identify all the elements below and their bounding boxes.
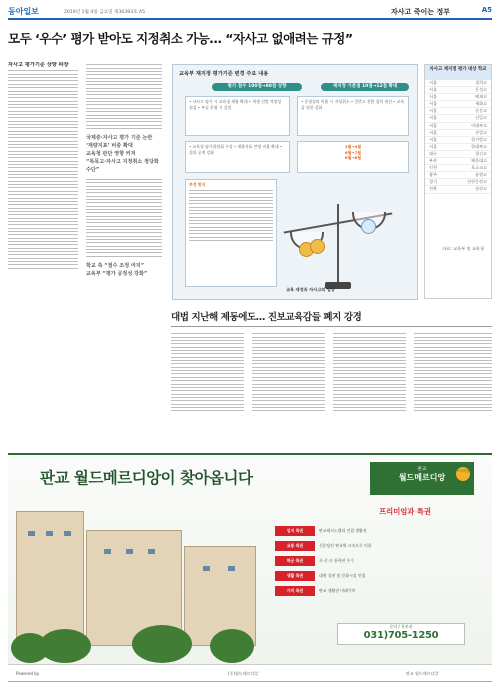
window-icon <box>203 566 210 571</box>
brand-small: 판교 <box>417 467 427 472</box>
phone-label: 문의 / 홍보관 <box>389 624 413 629</box>
article2-column-3 <box>333 331 406 445</box>
headline-divider <box>171 326 492 327</box>
apartment-advertisement <box>8 453 492 682</box>
table-row: 서울 경희고 <box>425 80 491 87</box>
section-title: 자사고 죽이는 정부 <box>391 8 450 16</box>
date-change-a: 3월→4월 <box>344 144 362 149</box>
window-icon <box>64 531 71 536</box>
page-number: A5 <box>481 6 492 14</box>
scale-illustration <box>283 194 393 293</box>
policy-box-middle: • 교육청 평가위원회 구성 • 재량지표 반영 비율 확대 • 결과 공개 강화 <box>185 141 290 173</box>
infographic-title: 교육부 재지정 평가기준 변경 주요 내용 <box>179 71 269 77</box>
table-row: 서울 숭문고 <box>425 108 491 115</box>
tree-illustration <box>132 625 192 663</box>
window-icon <box>46 531 53 536</box>
newspaper-logo: 동아일보 <box>8 7 39 16</box>
school-table-title: 자사고 재지정 평가 대상 학교 <box>425 65 491 80</box>
policy-box-left: • 자사고 평가 시 교육청 재량 확대 • 학생 선발 적정성 점검 • 부실 운영 시 감점 <box>185 96 290 136</box>
window-icon <box>28 531 35 536</box>
school-side-table <box>424 64 492 299</box>
premium-row: 생활 특권 대형 상권 및 문화시설 인접 <box>275 571 365 581</box>
ad-headline: 판교 월드메르디앙이 찾아옵니다 <box>40 469 253 487</box>
premium-row: 가치 특권 판교 생활권 미래가치 <box>275 586 355 596</box>
brand-name: 월드메르디앙 <box>398 473 446 482</box>
table-row: 인천 포스코고 <box>425 165 491 172</box>
pull-line-4: “특목고·자사고 지정취소 정당화 수단” <box>86 158 159 173</box>
article-text-lines-3 <box>86 179 162 257</box>
article2-column-2 <box>252 331 325 445</box>
article-text-lines <box>8 70 78 268</box>
analysis-label: 부정 방지 <box>189 182 206 187</box>
table-row: 서울 동성고 <box>425 87 491 94</box>
table-row: 서울 이대부고 <box>425 123 491 130</box>
secondary-headline: 대법 지난해 제동에도… 진보교육감들 폐지 강경 <box>171 312 362 323</box>
table-row: 서울 한가람고 <box>425 137 491 144</box>
window-icon <box>126 549 133 554</box>
table-row: 서울 배재고 <box>425 94 491 101</box>
pull-quote <box>86 134 162 174</box>
window-icon <box>104 549 111 554</box>
analysis-box <box>185 179 277 287</box>
table-row: 서울 신일고 <box>425 115 491 122</box>
brand-badge: 프리미엄 <box>456 467 470 481</box>
building-icon <box>361 219 376 234</box>
table-row: 서울 중앙고 <box>425 130 491 137</box>
table-row: 대구 경신고 <box>425 151 491 158</box>
footer-right: 판교 월드메르디앙 <box>406 671 439 676</box>
infographic <box>172 64 418 300</box>
table-row: 서울 세화고 <box>425 101 491 108</box>
date-change-b: 6월→7월 <box>344 149 362 155</box>
article2-column-1 <box>171 331 244 445</box>
phone-number: 031)705-1250 <box>363 630 439 641</box>
ad-footer <box>8 664 492 681</box>
article-column-1 <box>8 62 78 445</box>
criteria-change-pill: 재지정 기준점 10점→12점 확대 <box>321 83 409 91</box>
pull-line-3: 교육청 판단 영향 커져 <box>86 150 136 157</box>
table-row: 광주 송원고 <box>425 172 491 179</box>
source-caption: 자료: 교육부 및 교육청 <box>442 246 484 251</box>
article-text-lines-2 <box>86 64 162 129</box>
scale-pole <box>337 204 339 284</box>
premium-row: 입지 특권 판교테크노밸리 인접 생활권 <box>275 526 367 536</box>
tree-illustration <box>39 629 91 663</box>
article-column-2 <box>86 62 162 445</box>
date-change-box <box>297 141 409 173</box>
date-change-c: 6월→8월 <box>344 155 362 160</box>
pull-line-6: 교육부 “평가 공정성 강화” <box>86 270 148 277</box>
tree-illustration <box>210 629 254 663</box>
window-icon <box>228 566 235 571</box>
newspaper-header <box>8 6 492 20</box>
pull-line-5: 학교 측 “점수 조정 여지” <box>86 262 145 269</box>
footer-middle: (주)월드메르디앙 <box>228 671 259 676</box>
article-subtitle: 자사고 평가기준 상향 파장 <box>8 62 69 68</box>
premium-row: 교통 특권 신분당선 판교역·고속도로 이용 <box>275 541 372 551</box>
main-headline: 모두 ‘우수’ 평가 받아도 지정취소 가능… “자사고 없애려는 규정” <box>8 31 353 46</box>
pull-line-2: ‘재량지표’ 비중 확대 <box>86 142 133 149</box>
issue-info: 2019년 1월 4일 금요일 제30393호 A5 <box>64 10 146 15</box>
pull-quote-2 <box>86 262 162 278</box>
premium-title: 프리미엄과 특권 <box>379 507 431 516</box>
article2-column-4 <box>414 331 492 445</box>
score-change-pill: 평가 점수 100점→80점 상향 <box>212 83 302 91</box>
pull-line-1: 국제중·자사고 평가 기준 논란 <box>86 134 153 141</box>
table-row: 전북 상산고 <box>425 186 491 193</box>
brand-logo <box>370 462 474 495</box>
table-row: 부산 해운대고 <box>425 158 491 165</box>
table-row: 경기 안산동산고 <box>425 179 491 186</box>
policy-box-right: • 운영성과 미흡 시 지정취소 • 일반고 전환 절차 개선 • 교육감 권한 강화 <box>297 96 409 136</box>
contact-phone[interactable] <box>337 623 465 645</box>
footer-left: Powered by <box>16 671 40 676</box>
table-row: 서울 한대부고 <box>425 144 491 151</box>
scale-caption: 교육 재정과 자사고의 입장 <box>286 287 335 292</box>
premium-row: 학군 특권 초·중·고 통학권 우수 <box>275 556 354 566</box>
window-icon <box>148 549 155 554</box>
